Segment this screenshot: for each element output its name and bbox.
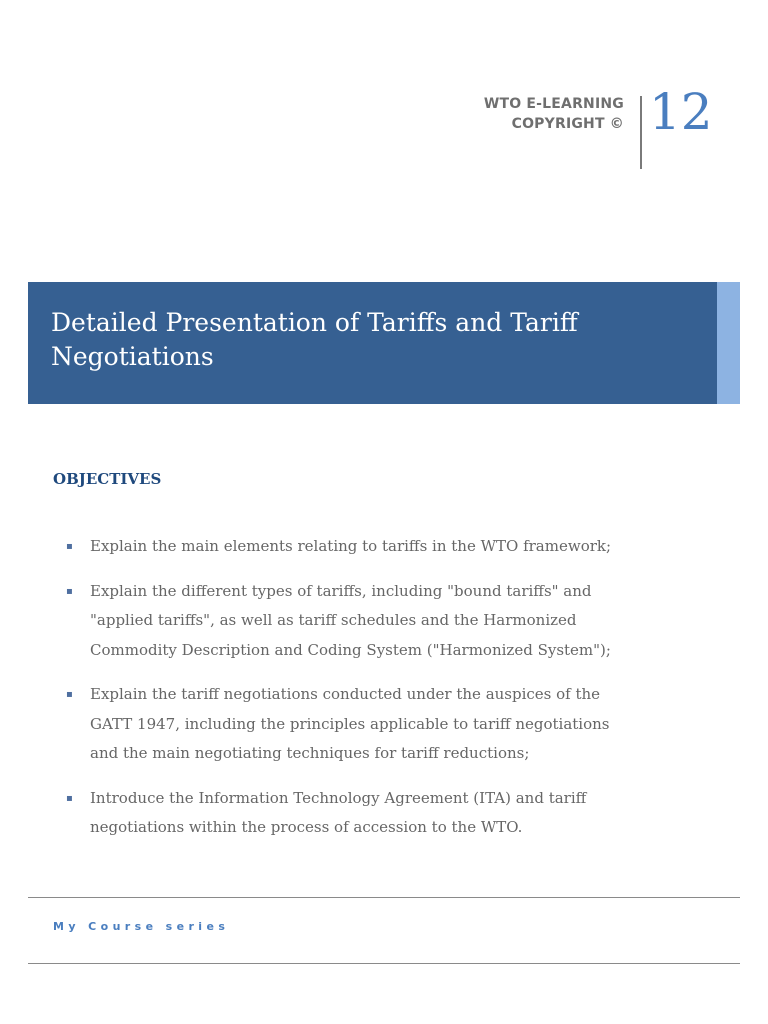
objective-text: Explain the different types of tariffs, including "bound tariffs" and "applied tariffs", as well as tariff schedules and the Harmonized Commodity Description and Coding System ("Harmonized System"); [90,581,611,659]
brand-line-1: WTO E-LEARNING [483,96,624,112]
bullet-icon: ▪ [66,792,73,804]
objective-item [66,784,636,843]
objective-text: Explain the tariff negotiations conducted under the auspices of the GATT 1947, including the principles applicable to tariff negotiations and the main negotiating techniques for tariff reductions; [90,685,610,762]
footer-rule-top [28,897,740,898]
bullet-icon: ▪ [66,541,73,552]
objective-item [66,577,636,666]
objective-text: Introduce the Information Technology Agreement (ITA) and tariff negotiations within the process of accession to the WTO. [90,788,587,836]
objectives-list [66,532,636,858]
bullet-icon: ▪ [66,585,73,597]
objective-item [66,680,636,769]
brand-line-2: COPYRIGHT © [511,116,624,132]
header-divider [640,96,642,169]
page-title [51,306,691,374]
header-brand [484,94,624,134]
objective-item [66,532,636,562]
footer-series-label: My Course series [53,920,230,933]
footer-rule-bottom [28,963,740,964]
objective-text: Explain the main elements relating to tariffs in the WTO framework; [90,537,612,555]
bullet-icon: ▪ [66,689,73,700]
title-line-1: Detailed Presentation of Tariffs and Tariff [51,308,578,337]
title-banner-accent [717,282,740,404]
objectives-heading: OBJECTIVES [53,470,162,488]
chapter-number: 12 [649,83,713,141]
title-line-2: Negotiations [51,342,214,371]
